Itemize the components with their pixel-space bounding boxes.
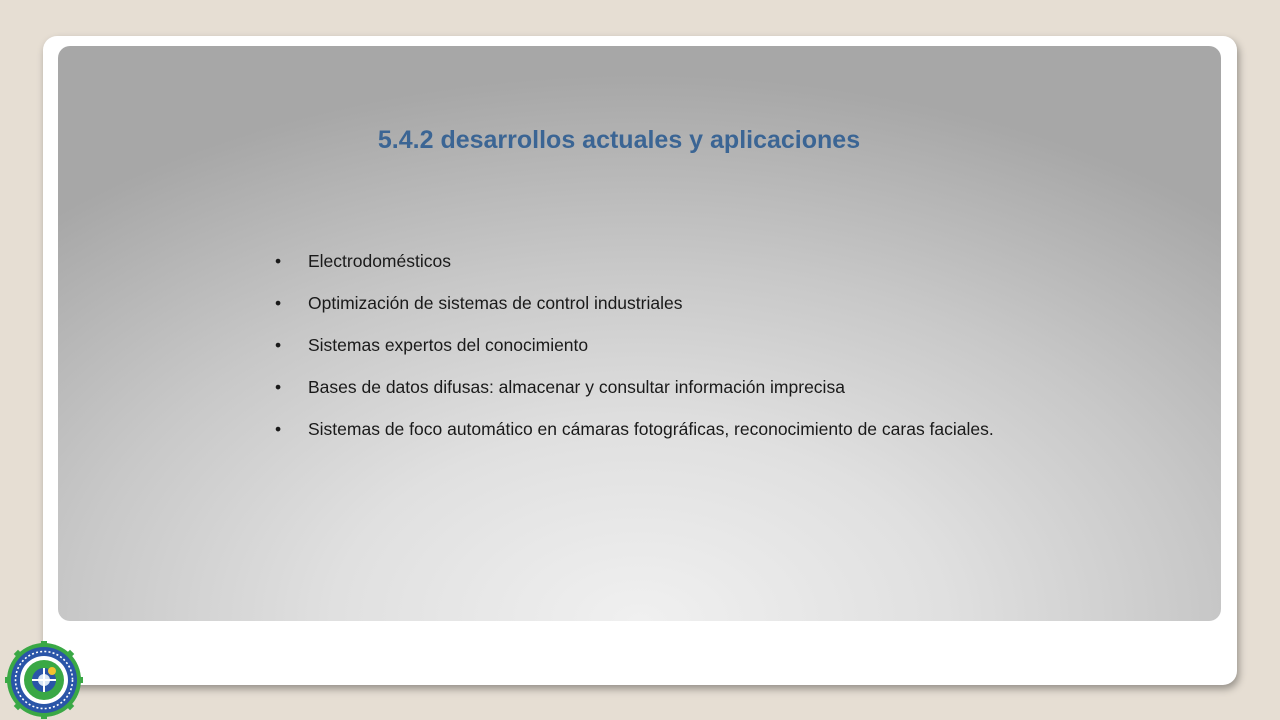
- bullet-list: [275, 248, 995, 458]
- bullet-dot: •: [275, 251, 282, 271]
- bullet-dot: •: [275, 335, 282, 355]
- list-item-text: Optimización de sistemas de control industriales: [308, 293, 683, 313]
- bullet-dot: •: [275, 293, 282, 313]
- slide-title: [0, 126, 1280, 155]
- slide-title-text: 5.4.2 desarrollos actuales y aplicaciones: [377, 126, 861, 154]
- list-item-text: Electrodomésticos: [308, 251, 451, 271]
- list-item: [275, 290, 995, 316]
- bullet-dot: •: [275, 377, 282, 397]
- list-item: [275, 374, 995, 400]
- list-item-text: Bases de datos difusas: almacenar y consultar información imprecisa: [308, 377, 845, 397]
- list-item-text: Sistemas de foco automático en cámaras fotográficas, reconocimiento de caras faciales.: [308, 419, 994, 439]
- list-item: [275, 416, 995, 442]
- list-item: [275, 248, 995, 274]
- list-item: [275, 332, 995, 358]
- bullet-dot: •: [275, 419, 282, 439]
- institute-seal-icon: [2, 641, 86, 719]
- list-item-text: Sistemas expertos del conocimiento: [308, 335, 589, 355]
